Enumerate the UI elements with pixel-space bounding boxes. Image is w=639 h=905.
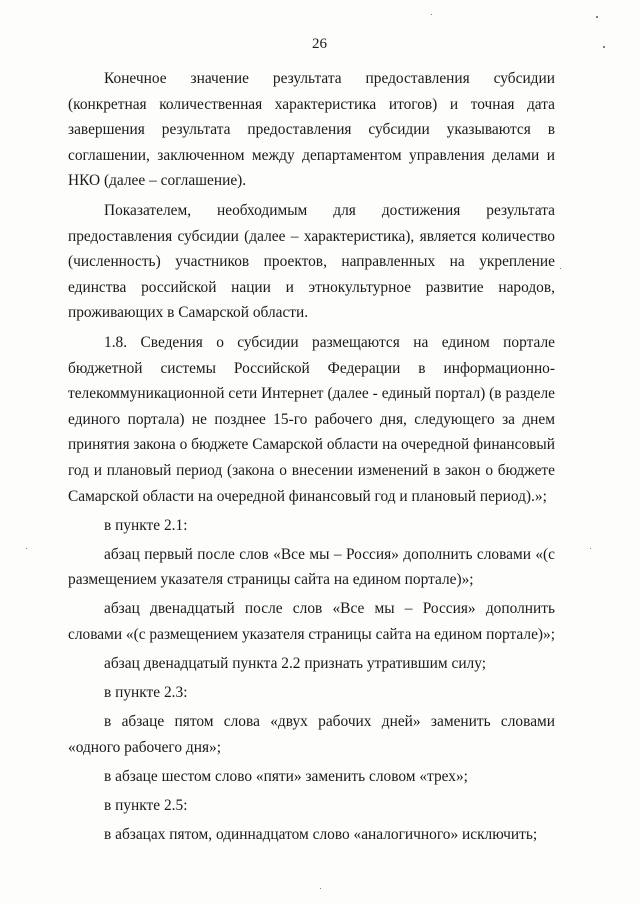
paragraph-point-2-3: в пункте 2.3: xyxy=(104,684,188,702)
paragraph-abzac-fifth-eleventh: в абзацах пятом, одиннадцатом слово «аналогичного» исключить; xyxy=(104,826,538,844)
scan-speck xyxy=(590,548,591,549)
paragraph-abzac-fifth: в абзаце пятом слова «двух рабочих дней» заменить словами «одного рабочего дня»; xyxy=(68,713,555,756)
document-body xyxy=(68,66,555,848)
paragraph-result-value: Конечное значение результата предоставления субсидии (конкретная количественная характеристика итогов) и точная дата завершения результата предоставления субсидии указываются в соглашении, заключенном между департаментом управления делами и НКО (далее – соглашение). xyxy=(68,70,555,190)
paragraph-abzac-sixth: в абзаце шестом слово «пяти» заменить словом «трех»; xyxy=(104,767,468,785)
paragraph-abzac-first: абзац первый после слов «Все мы – Россия» дополнить словами «(с размещением указателя страницы сайта на едином портале)»; xyxy=(68,545,555,589)
scan-speck xyxy=(26,548,27,549)
paragraph-abzac-twelfth: абзац двенадцатый после слов «Все мы – Россия» дополнить словами «(с размещением указателя страницы сайта на едином портале)»; xyxy=(68,600,555,643)
paragraph-point-2-5: в пункте 2.5: xyxy=(104,797,188,815)
paragraph-point-2-1: в пункте 2.1: xyxy=(104,516,188,534)
scan-speck xyxy=(560,268,561,269)
page-number: 26 xyxy=(312,36,327,52)
scan-speck xyxy=(603,46,605,48)
paragraph-1-8-subsidy-info: 1.8. Сведения о субсидии размещаются на едином портале бюджетной системы Российской Федерации в информационно-телекоммуникационной сети Интернет (далее - единый портал) (в разделе единого портала) не позднее 15-го рабочего дня, следующего за днем принятия закона о бюджете Самарской области на очередной финансовый год и плановый период (закона о внесении изменений в закон о бюджете Самарской области на очередной финансовый год и плановый период).»; xyxy=(68,333,555,505)
paragraph-indicator: Показателем, необходимым для достижения результата предоставления субсидии (далее – характеристика), является количество (численность) участников проектов, направленных на укрепление единства российской нации и этнокультурное развитие народов, проживающих в Самарской области. xyxy=(68,201,555,322)
scan-speck xyxy=(320,888,321,889)
paragraph-abzac-2-2: абзац двенадцатый пункта 2.2 признать утратившим силу; xyxy=(104,655,486,673)
scan-speck xyxy=(431,14,432,15)
scan-speck xyxy=(596,16,598,18)
